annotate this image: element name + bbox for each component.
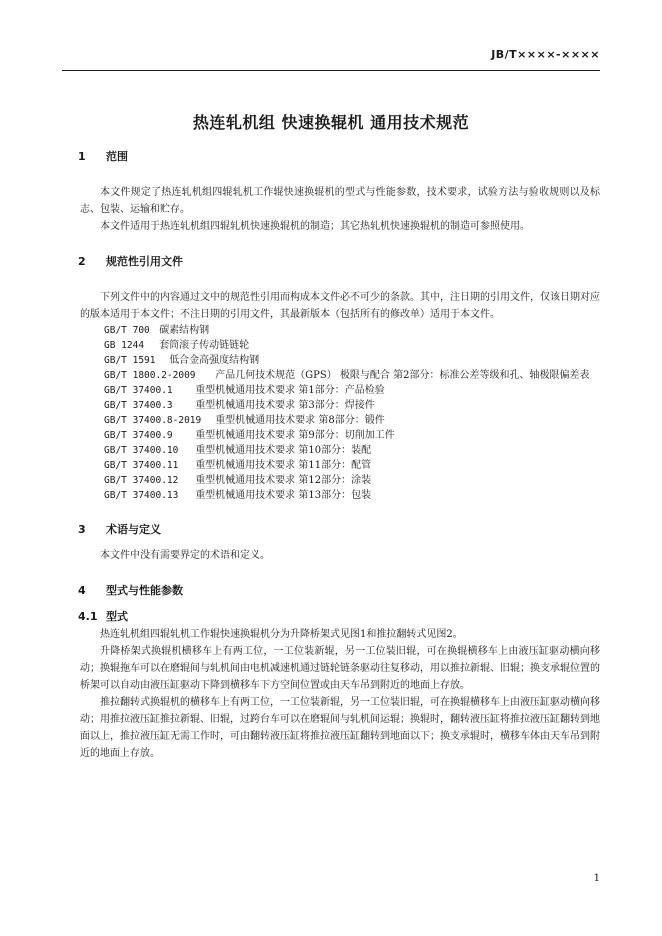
section-4-heading: [78, 582, 600, 600]
subsection-title: 型式: [106, 610, 128, 623]
page-number: 1: [593, 873, 600, 884]
reference-item: GB/T 37400.11 重型机械通用技术要求 第11部分：配管: [104, 460, 372, 471]
reference-item: GB/T 37400.3 重型机械通用技术要求 第3部分：焊接件: [104, 400, 375, 411]
paragraph: 本文件规定了热连轧机组四辊轧机工作辊快速换辊机的型式与性能参数，技术要求，试验方法与验收规则以及标志、包装、运输和贮存。: [80, 187, 600, 215]
reference-item: GB 1244 套筒滚子传动链链轮: [104, 340, 250, 351]
section-title: 范围: [106, 150, 128, 163]
document-body: [80, 148, 600, 762]
reference-item: GB/T 37400.9 重型机械通用技术要求 第9部分：切削加工件: [104, 430, 395, 441]
paragraph: 本文件中没有需要界定的术语和定义。: [100, 550, 270, 561]
section-number: 4: [78, 584, 86, 597]
document-number: JB/T××××-××××: [491, 48, 600, 61]
subsection-4-1-heading: [78, 608, 600, 626]
reference-item: GB/T 1591 低合金高强度结构钢: [104, 355, 260, 366]
paragraph: 本文件适用于热连轧机组四辊轧机快速换辊机的制造；其它热轧机快速换辊机的制造可参照使用。: [100, 221, 530, 232]
reference-item: GB/T 37400.13 重型机械通用技术要求 第13部分：包装: [104, 490, 372, 501]
section-2-heading: [78, 253, 600, 271]
paragraph: 升降桥架式换辊机横移车上有两工位，一工位装新辊，另一工位装旧辊，可在换辊横移车上由液压缸驱动横向移动；换辊拖车可以在磨辊间与轧机间由电机减速机通过链轮链条驱动往复移动，用以推拉新辊、旧辊；换支承辊位置的桥架可以自动由液压缸驱动下降到横移车下方空间位置或由天车吊到附近的地面上存放。: [80, 646, 600, 691]
section-title: 型式与性能参数: [106, 584, 183, 597]
paragraph: 推拉翻转式换辊机的横移车上有两工位，一工位装新辊，另一工位装旧辊，可在换辊横移车上由液压缸驱动横向移动；用推拉液压缸推拉新辊、旧辊，过跨台车可以在磨辊间与轧机间运辊；换辊时，翻转液压缸将推拉液压缸翻转到地面以上，推拉液压缸无需工作时，可由翻转液压缸将推拉液压缸翻转到地面以下；换支承辊时，横移车体由天车吊到附近的地面上存放。: [80, 697, 600, 759]
subsection-number: 4.1: [78, 610, 98, 623]
reference-list: [80, 323, 600, 503]
section-number: 3: [78, 523, 86, 536]
section-1-heading: [78, 148, 600, 166]
section-3-heading: [78, 521, 600, 539]
header-rule: [62, 70, 600, 71]
reference-item: GB/T 37400.1 重型机械通用技术要求 第1部分：产品检验: [104, 385, 385, 396]
reference-item: GB/T 37400.8-2019 重型机械通用技术要求 第8部分：锻件: [104, 415, 385, 426]
section-number: 2: [78, 255, 86, 268]
section-number: 1: [78, 150, 86, 163]
reference-item: GB/T 1800.2-2009 产品几何技术规范（GPS） 极限与配合 第2部分：标准公差等级和孔、轴极限偏差表: [104, 370, 590, 381]
reference-item: GB/T 37400.10 重型机械通用技术要求 第10部分：装配: [104, 445, 372, 456]
document-title: 热连轧机组 快速换辊机 通用技术规范: [192, 113, 470, 132]
reference-item: GB/T 700 碳素结构钢: [104, 325, 210, 336]
section-title: 规范性引用文件: [106, 255, 183, 268]
paragraph: 热连轧机组四辊轧机工作辊快速换辊机分为升降桥架式见图1和推拉翻转式见图2。: [100, 629, 463, 640]
paragraph: 下列文件中的内容通过文中的规范性引用而构成本文件必不可少的条款。其中，注日期的引用文件，仅该日期对应的版本适用于本文件；不注日期的引用文件，其最新版本（包括所有的修改单）适用于本文件。: [80, 292, 600, 320]
reference-item: GB/T 37400.12 重型机械通用技术要求 第12部分：涂装: [104, 475, 372, 486]
section-title: 术语与定义: [106, 523, 161, 536]
